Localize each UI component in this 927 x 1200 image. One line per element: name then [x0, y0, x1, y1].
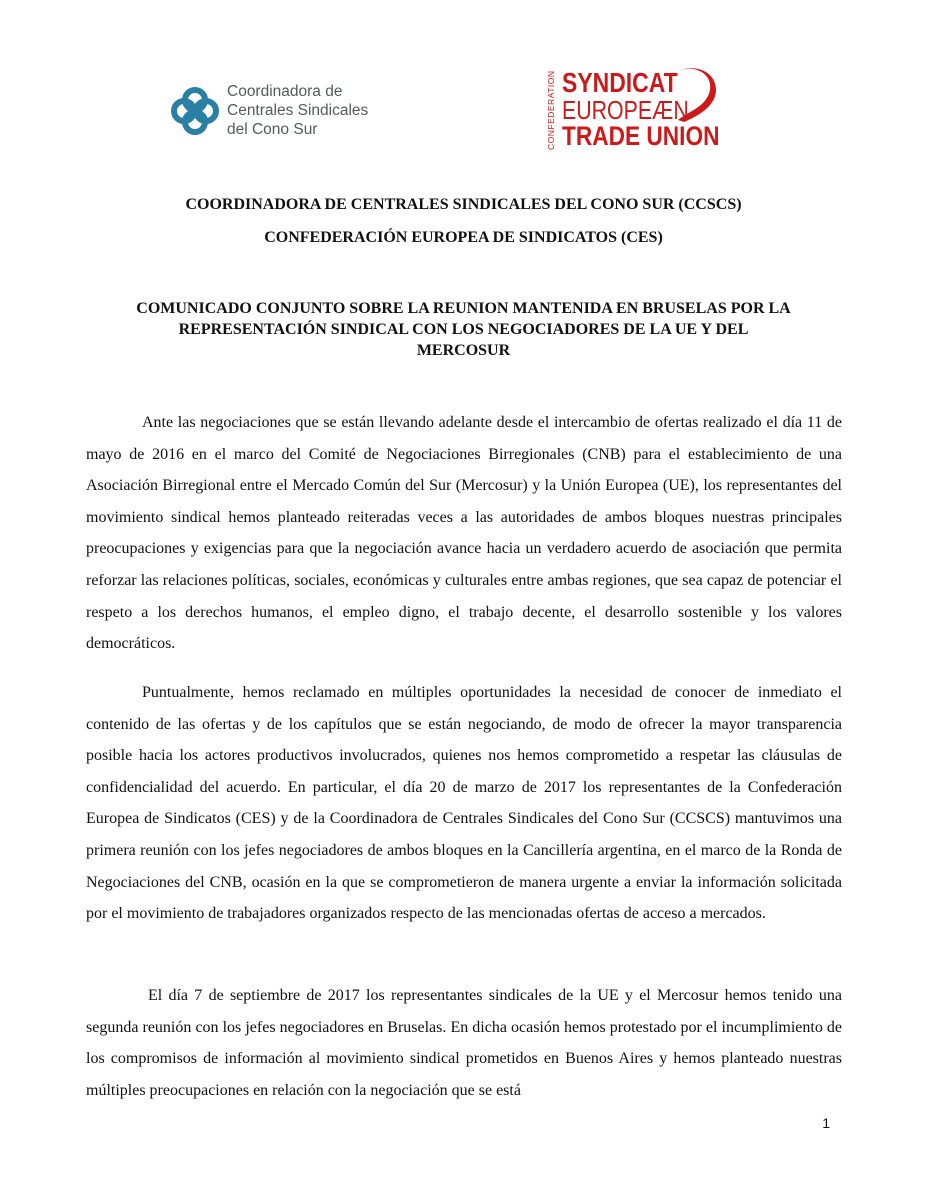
heading-ces: CONFEDERACIÓN EUROPEA DE SINDICATOS (CES) — [264, 229, 663, 246]
ccscs-logo-line: Coordinadora de — [227, 83, 343, 100]
etuc-logo-line: SYNDICAT — [562, 67, 678, 98]
ccscs-cross-icon — [168, 84, 222, 138]
page-number: 1 — [822, 1115, 830, 1131]
ccscs-logo-text — [227, 82, 368, 139]
document-title-line: COMUNICADO CONJUNTO SOBRE LA REUNION MANTENIDA EN BRUSELAS POR LA — [136, 300, 791, 317]
ccscs-logo — [168, 82, 388, 142]
etuc-swoosh-icon — [672, 64, 718, 124]
body-paragraph: El día 7 de septiembre de 2017 los representantes sindicales de la UE y el Mercosur hemos tenido una segunda reunión con los jefes negociadores en Bruselas. En dicha ocasión hemos protestado por el incumplimiento de los compromisos de información al movimiento sindical prometidos en Buenos Aires y hemos planteado nuestras múltiples preocupaciones en relación con la negociación que se está — [86, 987, 842, 1099]
document-title-line: MERCOSUR — [416, 342, 511, 359]
etuc-logo-vertical-text: CONFEDERATION — [546, 70, 556, 150]
heading-ccscs: COORDINADORA DE CENTRALES SINDICALES DEL CONO SUR (CCSCS) — [185, 196, 742, 213]
body-paragraph: Ante las negociaciones que se están llevando adelante desde el intercambio de ofertas realizado el día 11 de mayo de 2016 en el marco del Comité de Negociaciones Birregionales (CNB) para el establecimiento de una Asociación Birregional entre el Mercado Común del Sur (Mercosur) y la Unión Europea (UE), los representantes del movimiento sindical hemos planteado reiteradas veces a las autoridades de ambos bloques nuestras principales preocupaciones y exigencias para que la negociación avance hacia un verdadero acuerdo de asociación que permita reforzar las relaciones políticas, sociales, económicas y culturales entre ambas regiones, que sea capaz de potenciar el respeto a los derechos humanos, el empleo digno, el trabajo decente, el desarrollo sostenible y los valores democráticos. — [86, 414, 842, 653]
document-title-line: REPRESENTACIÓN SINDICAL CON LOS NEGOCIADORES DE LA UE Y DEL — [178, 321, 749, 338]
body-paragraph: Puntualmente, hemos reclamado en múltiples oportunidades la necesidad de conocer de inmediato el contenido de las ofertas y de los capítulos que se están negociando, de modo de ofrecer la mayor transparencia posible hacia los actores productivos involucrados, quienes nos hemos comprometido a respetar las cláusulas de confidencialidad del acuerdo. En particular, el día 20 de marzo de 2017 los representantes de la Confederación Europea de Sindicatos (CES) y de la Coordinadora de Centrales Sindicales del Cono Sur (CCSCS) mantuvimos una primera reunión con los jefes negociadores de ambos bloques en la Cancillería argentina, en el marco de la Ronda de Negociaciones del CNB, ocasión en la que se comprometieron de manera urgente a enviar la información solicitada por el movimiento de trabajadores organizados respecto de las mencionadas ofertas de acceso a mercados. — [86, 684, 842, 923]
etuc-logo — [544, 62, 724, 152]
ccscs-logo-line: del Cono Sur — [227, 121, 318, 138]
ccscs-logo-line: Centrales Sindicales — [227, 102, 369, 119]
document-title — [60, 298, 867, 361]
etuc-logo-line: TRADE UNION — [562, 121, 720, 151]
etuc-logo-line: EUROPEÆN — [562, 95, 689, 125]
